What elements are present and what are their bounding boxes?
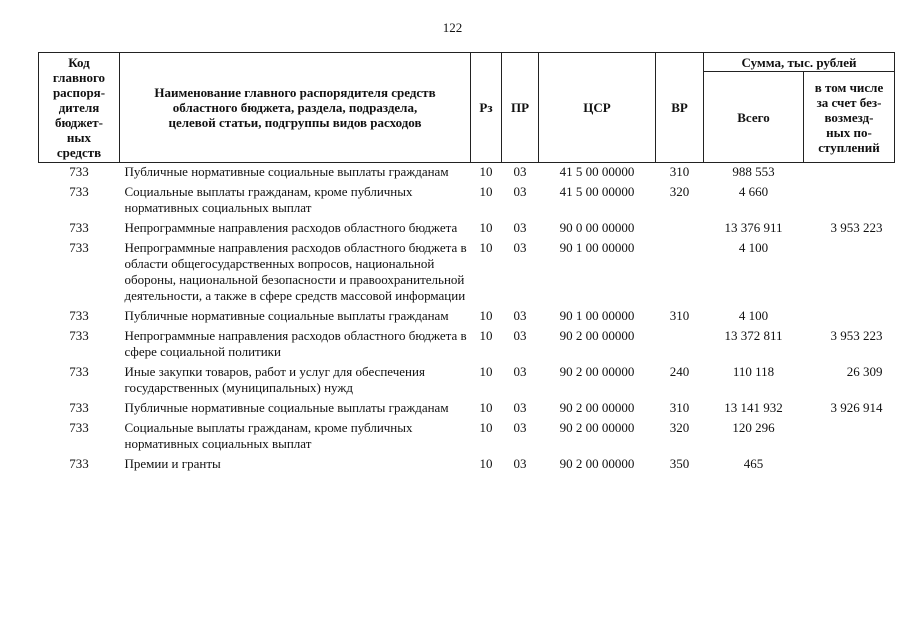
cell-csr: 90 2 00 00000 [559, 400, 635, 415]
cell-total: 4 660 [738, 184, 769, 199]
cell-vr: 310 [669, 400, 690, 415]
cell-free [804, 307, 895, 327]
cell-csr: 90 2 00 00000 [559, 456, 635, 471]
table-row [39, 363, 895, 399]
cell-name: Премии и гранты [124, 456, 221, 471]
cell-name: Социальные выплаты гражданам, кроме публичных нормативных социальных выплат [124, 184, 413, 215]
table-row [39, 307, 895, 327]
cell-code: 733 [69, 456, 89, 471]
cell-total: 13 376 911 [724, 220, 783, 235]
cell-csr: 41 5 00 00000 [559, 184, 635, 199]
cell-code: 733 [69, 364, 89, 379]
cell-name: Непрограммные направления расходов областного бюджета [124, 220, 458, 235]
budget-table [38, 52, 895, 475]
cell-total: 988 553 [732, 164, 775, 179]
cell-total: 13 372 811 [724, 328, 783, 343]
header-code: Код главного распоря- дителя бюджет- ных средств [39, 53, 120, 163]
table-row [39, 163, 895, 184]
cell-rz: 10 [479, 364, 493, 379]
cell-vr [656, 219, 704, 239]
cell-total: 120 296 [732, 420, 775, 435]
cell-code: 733 [69, 400, 89, 415]
table-row [39, 419, 895, 455]
cell-vr: 310 [669, 164, 690, 179]
cell-rz: 10 [479, 328, 493, 343]
cell-free: 3 926 914 [830, 400, 883, 415]
cell-rz: 10 [479, 400, 493, 415]
cell-rz: 10 [479, 456, 493, 471]
cell-free: 3 953 223 [830, 220, 883, 235]
cell-csr: 41 5 00 00000 [559, 164, 635, 179]
cell-csr: 90 2 00 00000 [559, 364, 635, 379]
cell-free: 3 953 223 [830, 328, 883, 343]
cell-pr: 03 [513, 308, 527, 323]
cell-vr [656, 239, 704, 307]
cell-pr: 03 [513, 400, 527, 415]
cell-name: Непрограммные направления расходов областного бюджета в области общегосударственных вопросов, национальной обороны, национальной безопасности и правоохранительной деятельности, а также в сфере средств массовой информации [124, 240, 467, 303]
cell-code: 733 [69, 220, 89, 235]
cell-csr: 90 2 00 00000 [559, 328, 635, 343]
cell-name: Социальные выплаты гражданам, кроме публичных нормативных социальных выплат [124, 420, 413, 451]
cell-code: 733 [69, 164, 89, 179]
cell-free: 26 309 [846, 364, 883, 379]
page-number: 122 [442, 20, 463, 35]
header-vr: ВР [656, 53, 704, 163]
header-free: в том числе за счет без- возмезд- ных по- ступлений [804, 72, 895, 163]
cell-vr: 320 [669, 420, 690, 435]
cell-free [804, 419, 895, 455]
cell-free [804, 239, 895, 307]
cell-total: 4 100 [738, 240, 769, 255]
cell-pr: 03 [513, 328, 527, 343]
cell-vr: 320 [669, 184, 690, 199]
cell-csr: 90 1 00 00000 [559, 240, 635, 255]
cell-pr: 03 [513, 364, 527, 379]
cell-rz: 10 [479, 420, 493, 435]
table-body [39, 163, 895, 476]
header-total: Всего [704, 72, 804, 163]
cell-vr: 310 [669, 308, 690, 323]
cell-total: 4 100 [738, 308, 769, 323]
cell-pr: 03 [513, 420, 527, 435]
cell-total: 110 118 [732, 364, 775, 379]
cell-name: Непрограммные направления расходов областного бюджета в сфере социальной политики [124, 328, 467, 359]
header-name: Наименование главного распорядителя средств областного бюджета, раздела, подраздела, целевой статьи, подгруппы видов расходов [120, 53, 471, 163]
cell-pr: 03 [513, 240, 527, 255]
cell-code: 733 [69, 184, 89, 199]
cell-vr: 240 [669, 364, 690, 379]
cell-vr [656, 327, 704, 363]
cell-name: Публичные нормативные социальные выплаты гражданам [124, 400, 449, 415]
cell-pr: 03 [513, 456, 527, 471]
cell-vr: 350 [669, 456, 690, 471]
cell-csr: 90 1 00 00000 [559, 308, 635, 323]
table-row [39, 327, 895, 363]
cell-csr: 90 2 00 00000 [559, 420, 635, 435]
cell-name: Иные закупки товаров, работ и услуг для обеспечения государственных (муниципальных) нужд [124, 364, 425, 395]
cell-code: 733 [69, 328, 89, 343]
cell-rz: 10 [479, 220, 493, 235]
cell-free [804, 455, 895, 475]
cell-csr: 90 0 00 00000 [559, 220, 635, 235]
cell-rz: 10 [479, 164, 493, 179]
cell-free [804, 183, 895, 219]
header-pr: ПР [502, 53, 539, 163]
table-row [39, 455, 895, 475]
cell-code: 733 [69, 308, 89, 323]
header-rz: Рз [471, 53, 502, 163]
cell-code: 733 [69, 240, 89, 255]
cell-total: 465 [743, 456, 764, 471]
cell-free [804, 163, 895, 184]
table-row [39, 399, 895, 419]
cell-rz: 10 [479, 184, 493, 199]
header-csr: ЦСР [539, 53, 656, 163]
cell-pr: 03 [513, 220, 527, 235]
cell-pr: 03 [513, 184, 527, 199]
cell-name: Публичные нормативные социальные выплаты гражданам [124, 308, 449, 323]
cell-rz: 10 [479, 240, 493, 255]
header-sum: Сумма, тыс. рублей [704, 53, 895, 72]
cell-pr: 03 [513, 164, 527, 179]
table-row [39, 183, 895, 219]
table-header [39, 53, 895, 163]
cell-name: Публичные нормативные социальные выплаты гражданам [124, 164, 449, 179]
cell-total: 13 141 932 [724, 400, 783, 415]
table-row [39, 239, 895, 307]
cell-code: 733 [69, 420, 89, 435]
cell-rz: 10 [479, 308, 493, 323]
table-row [39, 219, 895, 239]
